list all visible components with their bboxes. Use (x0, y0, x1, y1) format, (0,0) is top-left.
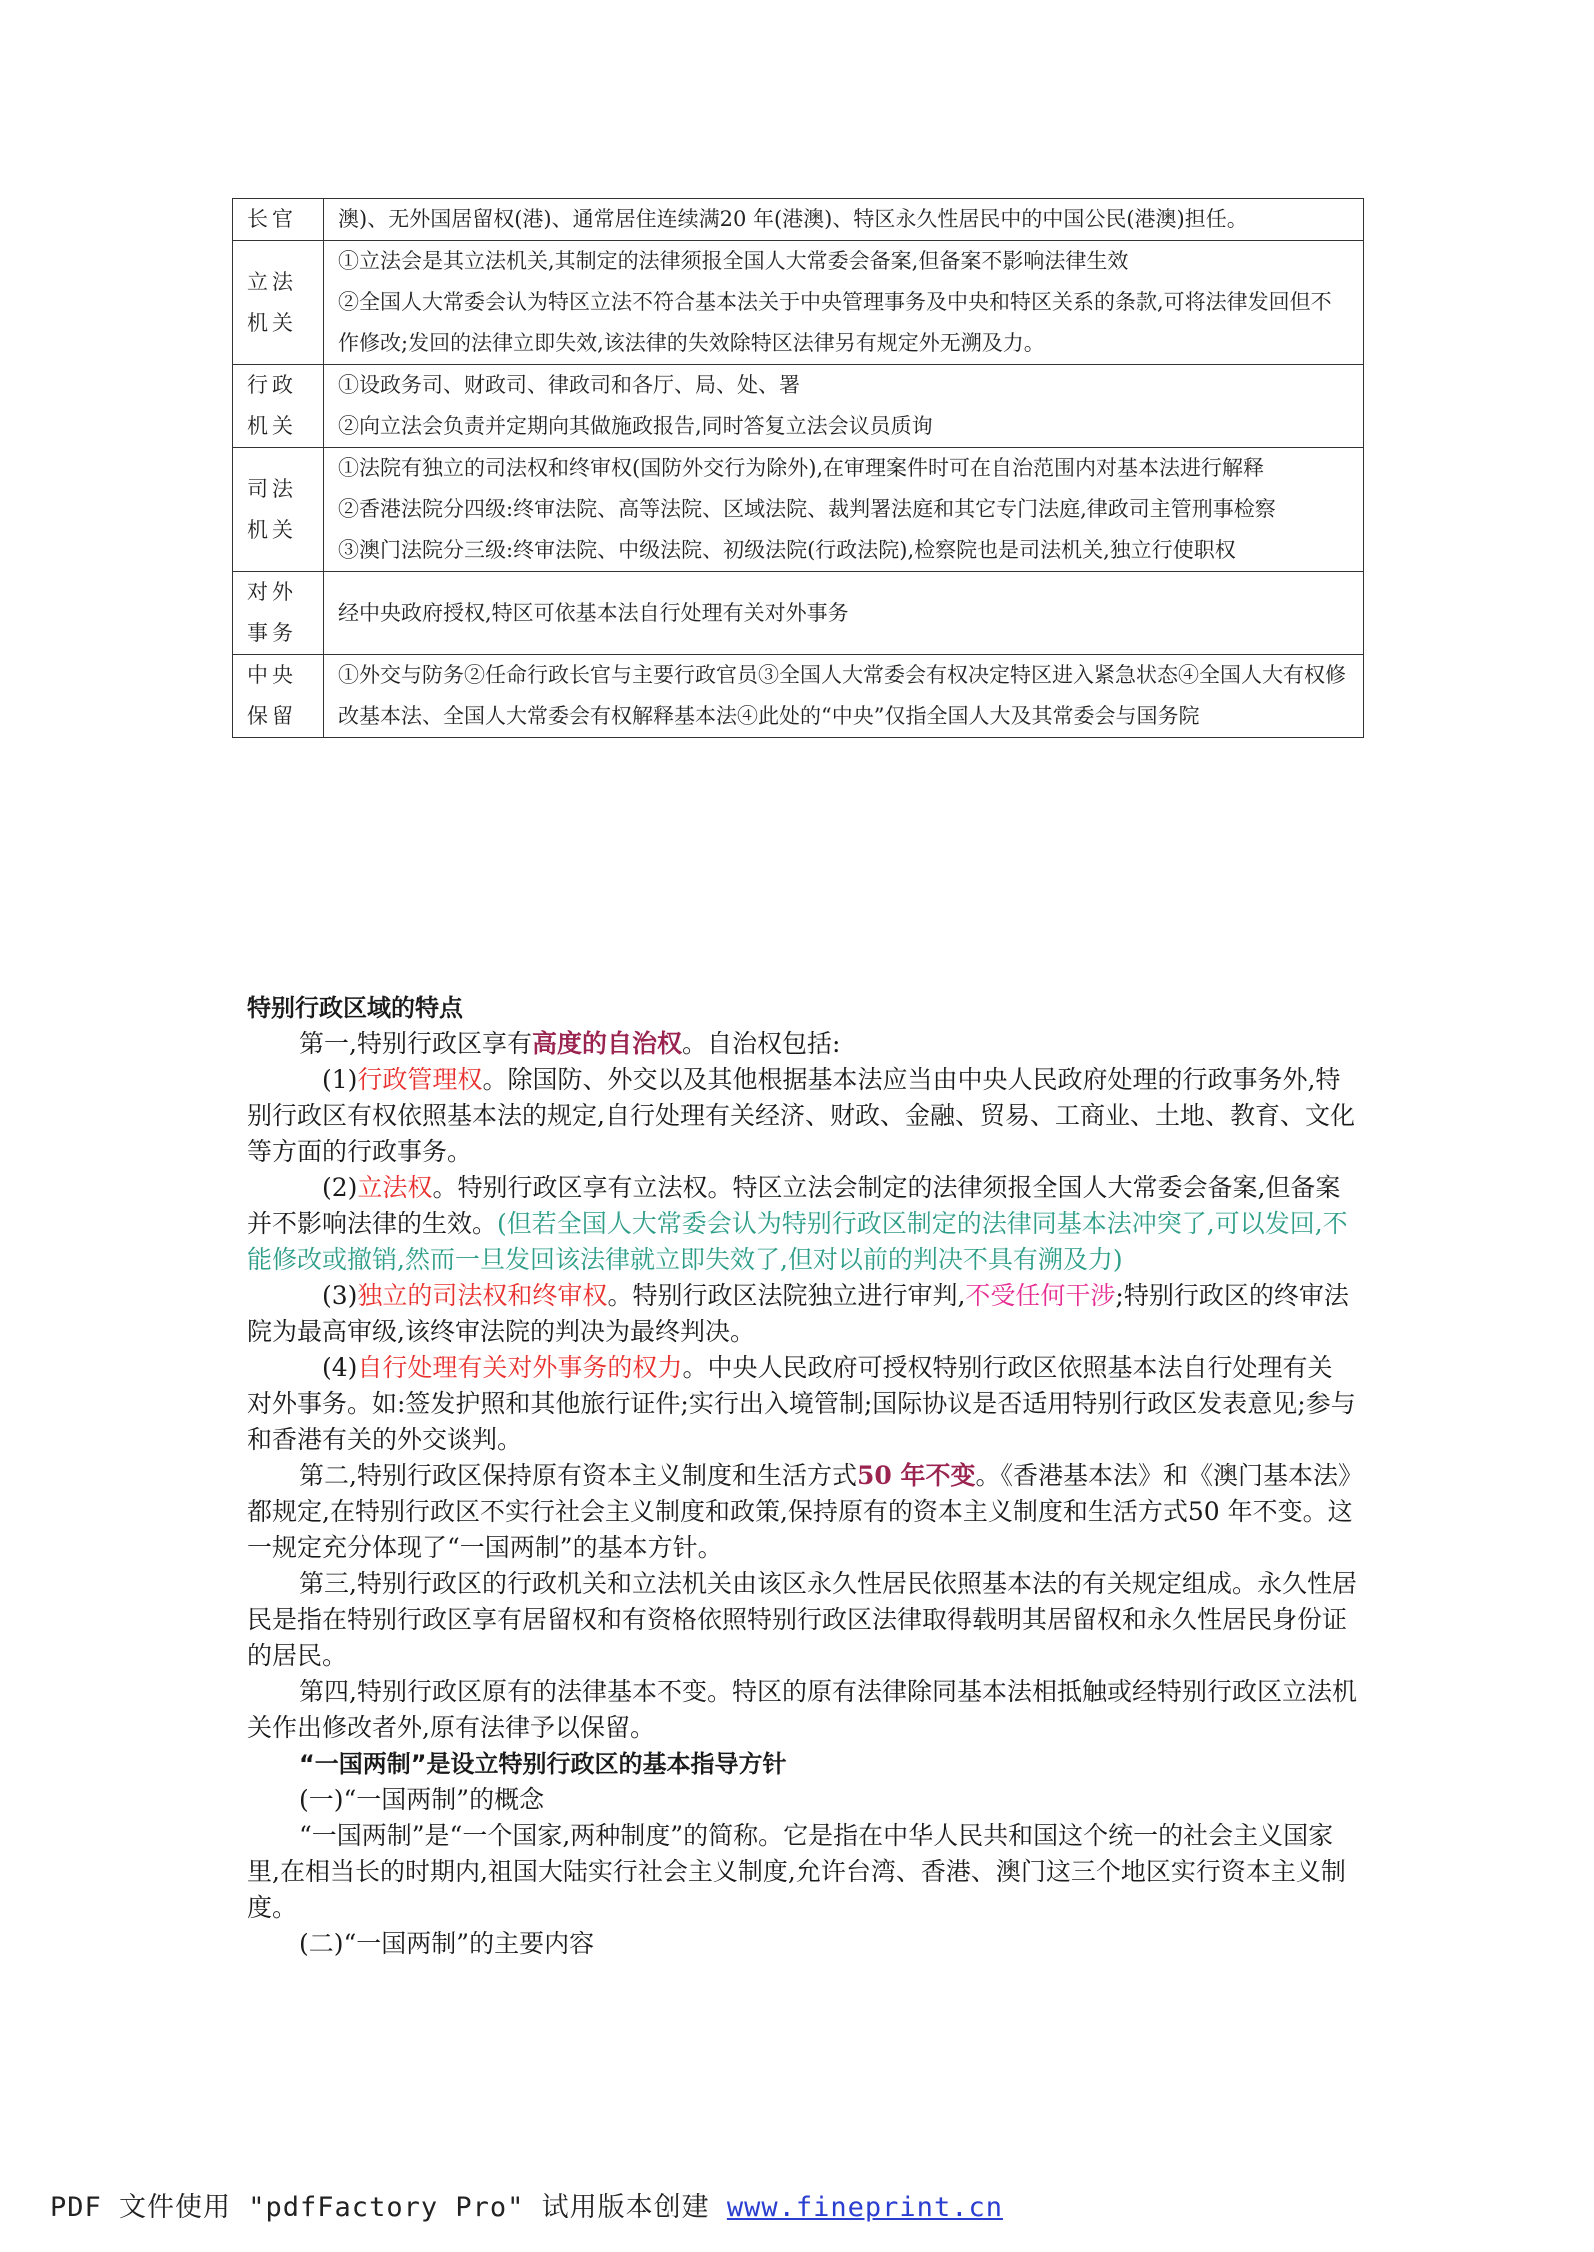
row-label: 长官 (233, 199, 324, 241)
row-line: ③澳门法院分三级:终审法院、中级法院、初级法院(行政法院),检察院也是司法机关,独立行使职权 (338, 538, 1236, 562)
paragraph-second: 第二,特别行政区保持原有资本主义制度和生活方式50 年不变。《香港基本法》和《澳门基本法》都规定,在特别行政区不实行社会主义制度和政策,保持原有的资本主义制度和生活方式50 年不变。这一规定充分体现了“一国两制”的基本方针。 (247, 1461, 1353, 1562)
footer-text: PDF 文件使用 "pdfFactory Pro" 试用版本创建 (50, 2192, 727, 2223)
hk-macau-comparison-table (232, 198, 1364, 738)
paragraph-third: 第三,特别行政区的行政机关和立法机关由该区永久性居民依照基本法的有关规定组成。永久性居民是指在特别行政区享有居留权和有资格依照特别行政区法律取得载明其居留权和永久性居民身份证的居民。 (247, 1569, 1357, 1670)
row-content (324, 655, 1364, 738)
row-content (324, 572, 1364, 655)
table-row (233, 365, 1364, 448)
section-heading: 特别行政区域的特点 (247, 994, 463, 1022)
row-line: ①外交与防务②任命行政长官与主要行政官员③全国人大常委会有权决定特区进入紧急状态④全国人大有权修改基本法、全国人大常委会有权解释基本法④此处的“中央”仅指全国人大及其常委会与国务院 (338, 663, 1346, 728)
row-line: ②向立法会负责并定期向其做施政报告,同时答复立法会议员质询 (338, 414, 933, 438)
item-external-affairs: (4)自行处理有关对外事务的权力。中央人民政府可授权特别行政区依照基本法自行处理有关对外事务。如:签发护照和其他旅行证件;实行出入境管制;国际协议是否适用特别行政区发表意见;参与和香港有关的外交谈判。 (247, 1353, 1356, 1454)
row-content (324, 241, 1364, 365)
row-label: 对外事务 (233, 572, 324, 655)
row-label: 立法机关 (233, 241, 324, 365)
table-row (233, 655, 1364, 738)
row-line: 澳)、无外国居留权(港)、通常居住连续满20 年(港澳)、特区永久性居民中的中国公民(港澳)担任。 (338, 207, 1248, 231)
section-sar-features (247, 990, 1357, 1962)
item-administrative-power: (1)行政管理权。除国防、外交以及其他根据基本法应当由中央人民政府处理的行政事务外,特别行政区有权依照基本法的规定,自行处理有关经济、财政、金融、贸易、工商业、土地、教育、文化等方面的行政事务。 (247, 1065, 1355, 1166)
row-content (324, 199, 1364, 241)
row-line: ①法院有独立的司法权和终审权(国防外交行为除外),在审理案件时可在自治范围内对基本法进行解释 (338, 456, 1265, 480)
table-row (233, 448, 1364, 572)
table-row (233, 572, 1364, 655)
item-legislative-power: (2)立法权。特别行政区享有立法权。特区立法会制定的法律须报全国人大常委会备案,但备案并不影响法律的生效。(但若全国人大常委会认为特别行政区制定的法律同基本法冲突了,可以发回,不能修改或撤销,然而一旦发回该法律就立即失效了,但对以前的判决不具有溯及力) (247, 1173, 1348, 1274)
subheading-main-content: (二)“一国两制”的主要内容 (299, 1929, 595, 1958)
item-judicial-power: (3)独立的司法权和终审权。特别行政区法院独立进行审判,不受任何干涉;特别行政区的终审法院为最高审级,该终审法院的判决为最终判决。 (247, 1281, 1349, 1346)
paragraph-first: 第一,特别行政区享有高度的自治权。自治权包括: (299, 1029, 841, 1058)
footer-link[interactable]: www.fineprint.cn (726, 2192, 1003, 2223)
subheading-concept: (一)“一国两制”的概念 (299, 1785, 545, 1814)
row-label: 司法机关 (233, 448, 324, 572)
section-heading-one-country: “一国两制”是设立特别行政区的基本指导方针 (299, 1750, 787, 1778)
row-content (324, 365, 1364, 448)
row-label: 行政机关 (233, 365, 324, 448)
row-line: ②全国人大常委会认为特区立法不符合基本法关于中央管理事务及中央和特区关系的条款,可将法律发回但不作修改;发回的法律立即失效,该法律的失效除特区法律另有规定外无溯及力。 (338, 290, 1332, 355)
row-line: ①设政务司、财政司、律政司和各厅、局、处、署 (338, 373, 800, 397)
pdf-footer (50, 2185, 1003, 2224)
row-content (324, 448, 1364, 572)
table-row (233, 241, 1364, 365)
row-label: 中央保留 (233, 655, 324, 738)
row-line: ②香港法院分四级:终审法院、高等法院、区域法院、裁判署法庭和其它专门法庭,律政司主管刑事检察 (338, 497, 1276, 521)
row-line: ①立法会是其立法机关,其制定的法律须报全国人大常委会备案,但备案不影响法律生效 (338, 249, 1129, 273)
paragraph-concept: “一国两制”是“一个国家,两种制度”的简称。它是指在中华人民共和国这个统一的社会主义国家里,在相当长的时期内,祖国大陆实行社会主义制度,允许台湾、香港、澳门这三个地区实行资本主义制度。 (247, 1821, 1346, 1922)
table-row (233, 199, 1364, 241)
row-line: 经中央政府授权,特区可依基本法自行处理有关对外事务 (338, 600, 849, 625)
paragraph-fourth: 第四,特别行政区原有的法律基本不变。特区的原有法律除同基本法相抵触或经特别行政区立法机关作出修改者外,原有法律予以保留。 (247, 1677, 1357, 1742)
